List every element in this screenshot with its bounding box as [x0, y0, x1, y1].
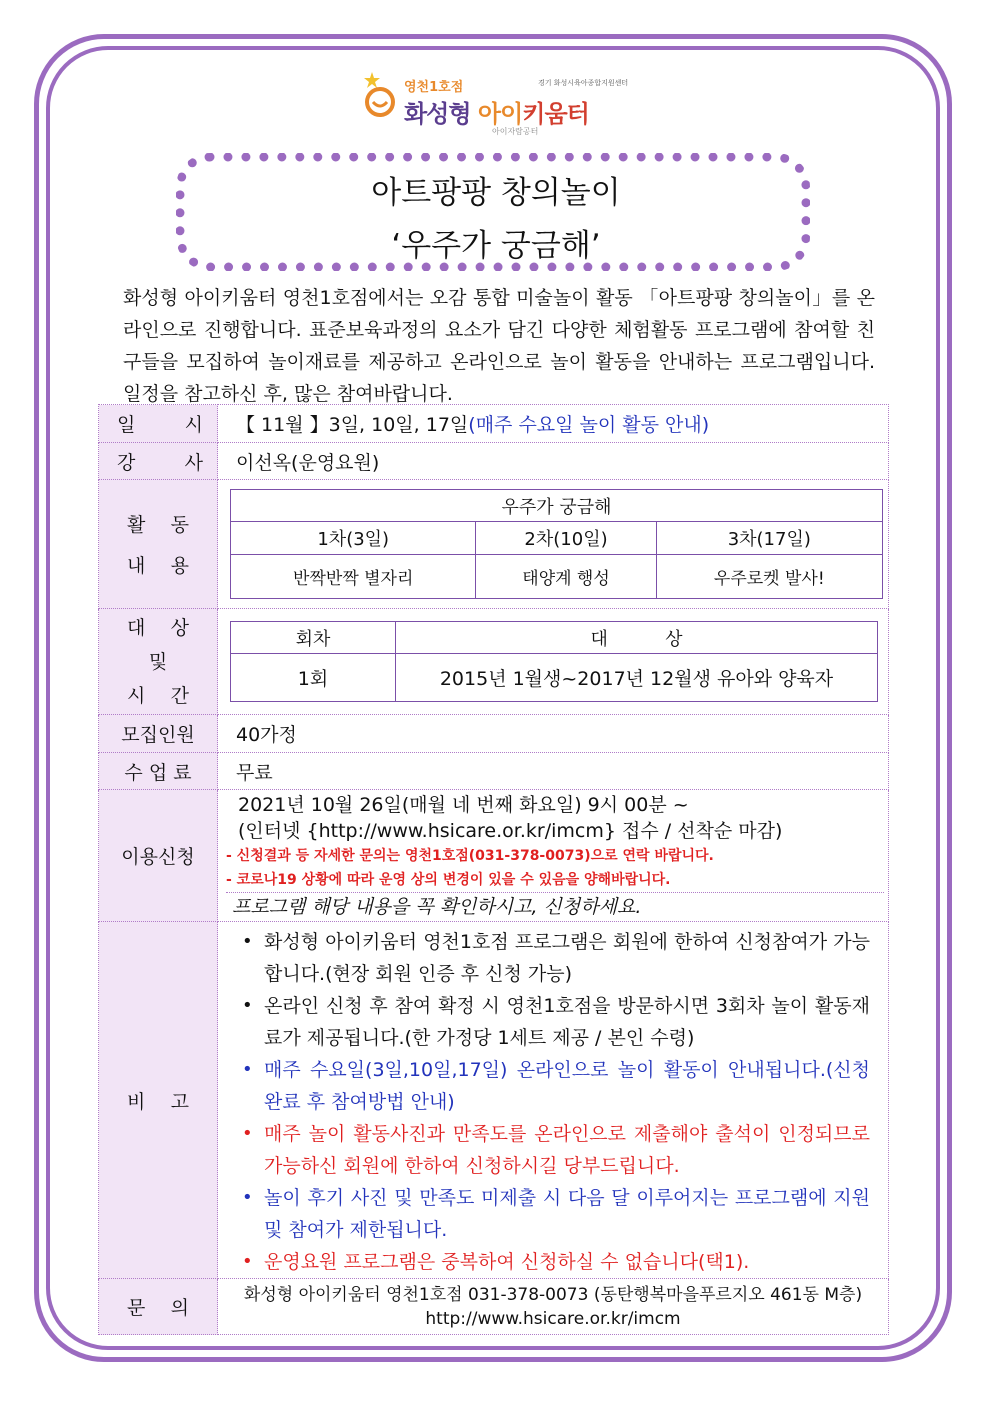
activity-round-2: 2차(10일): [476, 522, 656, 555]
label-activity-1: 활: [127, 514, 146, 536]
row-contact: [99, 1279, 889, 1335]
logo-branch: 영천1호점: [404, 80, 464, 95]
schedule-dates: 【 11월 】3일, 10일, 17일: [236, 414, 469, 436]
label-activity-3: 내: [127, 555, 146, 577]
row-remarks: [99, 922, 889, 1279]
logo-org: 경기 화성시육아종합지원센터: [538, 79, 629, 87]
remarks-list: [218, 922, 888, 1278]
remark-item: • 운영요원 프로그램은 중복하여 신청하실 수 없습니다(택1).: [242, 1246, 870, 1278]
label-target-4: 시: [127, 684, 146, 707]
label-schedule: [99, 405, 218, 443]
logo-name: [404, 94, 589, 129]
row-schedule: [99, 405, 889, 443]
label-instructor-2: 사: [184, 451, 203, 474]
label-target-5: 간: [170, 684, 189, 707]
row-instructor: [99, 443, 889, 480]
label-instructor: [99, 443, 218, 480]
row-apply: [99, 790, 889, 922]
label-activity-2: 동: [170, 514, 189, 536]
remark-item: • 놀이 후기 사진 및 만족도 미제출 시 다음 달 이루어지는 프로그램에 지원 및 참여가 제한됩니다.: [242, 1182, 870, 1246]
row-recruit: [99, 715, 889, 753]
label-activity-4: 용: [170, 555, 189, 577]
logo: [360, 72, 640, 142]
label-target: [99, 609, 218, 715]
logo-subtitle: 아이자람공터: [492, 127, 539, 136]
row-target: [99, 609, 889, 715]
apply-notice: 프로그램 해당 내용을 꼭 확인하시고, 신청하세요.: [232, 896, 642, 918]
logo-face-icon: [360, 72, 400, 118]
label-contact-2: 의: [170, 1297, 189, 1319]
label-target-1: 대: [127, 616, 146, 639]
logo-name-part3: 키움터: [522, 100, 589, 128]
remark-item: • 매주 놀이 활동사진과 만족도를 온라인으로 제출해야 출석이 인정되므로 가능하신 회원에 한하여 신청하시길 당부드립니다.: [242, 1118, 870, 1182]
value-target: [218, 609, 889, 715]
target-header-session: 회차: [231, 622, 396, 654]
target-description: 2015년 1월생~2017년 12월생 유아와 양육자: [396, 654, 878, 702]
value-instructor: 이선옥(운영요원): [218, 443, 889, 480]
activity-round-1: 1차(3일): [231, 522, 476, 555]
contact-line1: 화성형 아이키움터 영천1호점 031-378-0073 (동탄행복마을푸르지오 461동 M층): [243, 1284, 863, 1305]
activity-topic-3: 우주로켓 발사!: [656, 555, 882, 599]
logo-name-part1: 화성형: [404, 100, 471, 128]
value-fee: 무료: [218, 753, 889, 790]
activity-round-3: 3차(17일): [656, 522, 882, 555]
target-table: [230, 621, 878, 702]
label-activity: [99, 480, 218, 609]
apply-note1: - 신청결과 등 자세한 문의는 영천1호점(031-378-0073)으로 연락 바랍니다.: [226, 848, 714, 864]
activity-table-title: 우주가 궁금해: [231, 490, 883, 522]
row-fee: [99, 753, 889, 790]
value-schedule: [218, 405, 889, 443]
logo-name-part2: 아이: [477, 100, 523, 128]
value-recruit: 40가정: [218, 715, 889, 753]
label-remarks: [99, 922, 218, 1279]
label-fee: 수 업 료: [99, 753, 218, 790]
title-line1: 아트팡팡 창의놀이: [371, 175, 621, 211]
activity-table: [230, 489, 883, 599]
label-remarks-2: 고: [170, 1090, 189, 1113]
label-schedule-1: 일: [117, 414, 136, 436]
contact-url[interactable]: http://www.hsicare.or.kr/imcm: [425, 1308, 681, 1329]
schedule-note: (매주 수요일 놀이 활동 안내): [468, 414, 710, 436]
label-contact: [99, 1279, 218, 1335]
target-header-target: 대 상: [396, 622, 878, 654]
remark-item: • 화성형 아이키움터 영천1호점 프로그램은 회원에 한하여 신청참여가 가능합니다.(현장 회원 인증 후 신청 가능): [242, 926, 870, 990]
label-recruit: 모집인원: [99, 715, 218, 753]
intro-paragraph: 화성형 아이키움터 영천1호점에서는 오감 통합 미술놀이 활동 「아트팡팡 창의놀이」를 온라인으로 진행합니다. 표준보육과정의 요소가 담긴 다양한 체험활동 프로그램에 참여할 친구들을 모집하여 놀이재료를 제공하고 온라인으로 놀이 활동을 안내하는 프로그램입니다. 일정을 참고하신 후, 많은 참여바랍니다.: [123, 287, 875, 405]
remark-item: • 매주 수요일(3일,10일,17일) 온라인으로 놀이 활동이 안내됩니다.(신청완료 후 참여방법 안내): [242, 1054, 870, 1118]
value-contact: [218, 1279, 889, 1335]
info-table: [98, 404, 889, 1335]
value-remarks: [218, 922, 889, 1279]
title-line2: ‘우주가 궁금해’: [391, 228, 601, 264]
label-instructor-1: 강: [117, 451, 136, 474]
target-session: 1회: [231, 654, 396, 702]
label-remarks-1: 비: [127, 1090, 146, 1113]
remark-item: • 온라인 신청 후 참여 확정 시 영천1호점을 방문하시면 3회차 놀이 활동재료가 제공됩니다.(한 가정당 1세트 제공 / 본인 수령): [242, 990, 870, 1054]
label-target-3: 및: [148, 650, 168, 673]
apply-note2: - 코로나19 상황에 따라 운영 상의 변경이 있을 수 있음을 양해바랍니다.: [226, 868, 884, 893]
apply-line1: 2021년 10월 26일(매월 네 번째 화요일) 9시 00분 ~: [238, 794, 689, 816]
label-apply: 이용신청: [99, 790, 218, 922]
activity-topic-1: 반짝반짝 별자리: [231, 555, 476, 599]
activity-topic-2: 태양계 행성: [476, 555, 656, 599]
label-target-2: 상: [170, 616, 189, 639]
value-activity: [218, 480, 889, 609]
row-activity: [99, 480, 889, 609]
value-apply: [218, 790, 889, 922]
label-contact-1: 문: [127, 1297, 146, 1319]
label-schedule-2: 시: [184, 414, 203, 436]
apply-line2: (인터넷 {http://www.hsicare.or.kr/imcm} 접수 / 선착순 마감): [238, 820, 783, 842]
